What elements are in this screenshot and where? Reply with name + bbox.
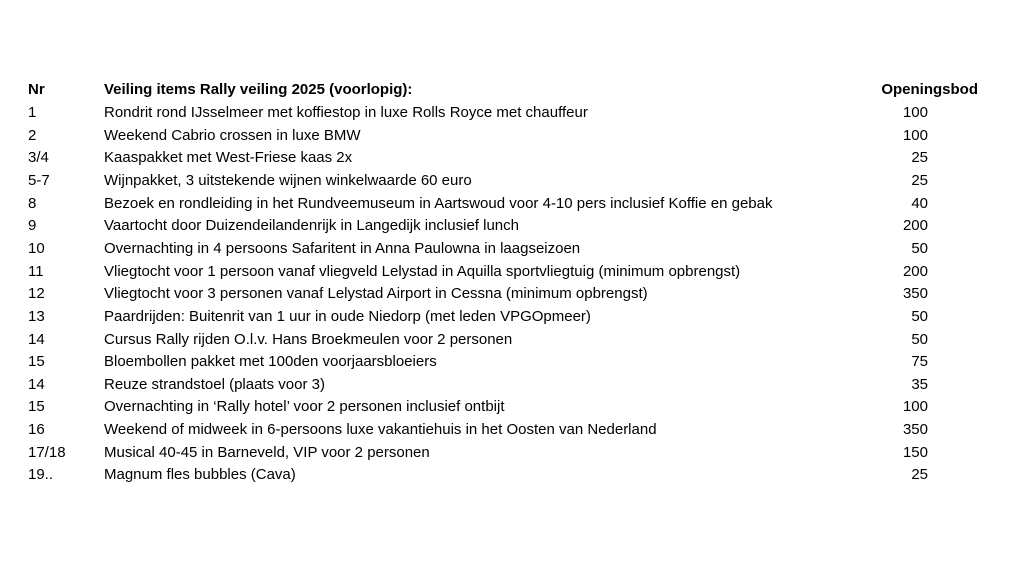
item-number: 1 xyxy=(28,104,37,121)
item-number: 9 xyxy=(28,217,37,235)
table-row xyxy=(0,374,1024,396)
table-row xyxy=(0,306,1024,328)
item-opening-bid: 350 xyxy=(902,421,928,439)
item-opening-bid: 50 xyxy=(911,330,928,348)
item-description: Overnachting in ‘Rally hotel’ voor 2 personen inclusief ontbijt xyxy=(104,398,505,416)
table-row xyxy=(0,464,1024,486)
item-number: 12 xyxy=(28,285,45,303)
table-row xyxy=(0,329,1024,351)
item-opening-bid: 100 xyxy=(902,104,928,121)
table-row xyxy=(0,147,1024,169)
table-row xyxy=(0,215,1024,237)
item-number: 10 xyxy=(28,239,45,257)
item-opening-bid: 200 xyxy=(902,262,928,280)
item-description: Magnum fles bubbles (Cava) xyxy=(104,466,296,484)
table-row xyxy=(0,102,1024,124)
item-opening-bid: 200 xyxy=(902,217,928,235)
table-row xyxy=(0,442,1024,464)
table-row xyxy=(0,419,1024,441)
table-row xyxy=(0,193,1024,215)
item-opening-bid: 50 xyxy=(911,239,928,257)
item-description: Musical 40-45 in Barneveld, VIP voor 2 personen xyxy=(104,443,430,461)
table-row xyxy=(0,125,1024,147)
table-row xyxy=(0,261,1024,283)
table-header xyxy=(0,79,1024,101)
table-row xyxy=(0,238,1024,260)
item-number: 14 xyxy=(28,375,45,393)
item-description: Vaartocht door Duizendeilandenrijk in Langedijk inclusief lunch xyxy=(104,217,519,235)
table-row xyxy=(0,283,1024,305)
item-number: 15 xyxy=(28,353,45,371)
item-description: Rondrit rond IJsselmeer met koffiestop in luxe Rolls Royce met chauffeur xyxy=(104,104,588,121)
item-description: Paardrijden: Buitenrit van 1 uur in oude Niedorp (met leden VPGOpmeer) xyxy=(104,307,591,325)
item-description: Kaaspakket met West-Friese kaas 2x xyxy=(104,149,353,167)
item-description: Weekend of midweek in 6-persoons luxe vakantiehuis in het Oosten van Nederland xyxy=(104,421,657,439)
item-number: 17/18 xyxy=(28,443,66,461)
item-description: Bezoek en rondleiding in het Rundveemuseum in Aartswoud voor 4-10 pers inclusief Koffie en gebak xyxy=(104,194,773,212)
header-nr: Nr xyxy=(28,81,45,98)
item-description: Overnachting in 4 persoons Safaritent in Anna Paulowna in laagseizoen xyxy=(104,239,581,257)
item-description: Weekend Cabrio crossen in luxe BMW xyxy=(104,126,361,144)
item-description: Bloembollen pakket met 100den voorjaarsbloeiers xyxy=(104,353,437,371)
item-description: Vliegtocht voor 1 persoon vanaf vliegveld Lelystad in Aquilla sportvliegtuig (minimum opbrengst) xyxy=(104,262,741,280)
table-row xyxy=(0,351,1024,373)
header-description: Veiling items Rally veiling 2025 (voorlopig): xyxy=(104,81,413,98)
item-opening-bid: 35 xyxy=(911,375,928,393)
item-opening-bid: 75 xyxy=(911,353,928,371)
item-number: 2 xyxy=(28,126,37,144)
item-number: 11 xyxy=(28,262,44,280)
item-opening-bid: 100 xyxy=(902,126,928,144)
item-opening-bid: 25 xyxy=(911,466,928,484)
item-number: 5-7 xyxy=(28,171,50,189)
item-number: 14 xyxy=(28,330,45,348)
table-row xyxy=(0,396,1024,418)
item-description: Cursus Rally rijden O.l.v. Hans Broekmeulen voor 2 personen xyxy=(104,330,513,348)
item-opening-bid: 40 xyxy=(911,194,928,212)
item-opening-bid: 350 xyxy=(902,285,928,303)
item-number: 15 xyxy=(28,398,45,416)
item-opening-bid: 25 xyxy=(911,149,928,167)
item-description: Wijnpakket, 3 uitstekende wijnen winkelwaarde 60 euro xyxy=(104,171,472,189)
item-description: Reuze strandstoel (plaats voor 3) xyxy=(104,375,325,393)
item-number: 16 xyxy=(28,421,45,439)
item-description: Vliegtocht voor 3 personen vanaf Lelystad Airport in Cessna (minimum opbrengst) xyxy=(104,285,648,303)
item-opening-bid: 25 xyxy=(911,171,928,189)
header-opening-bid: Openingsbod xyxy=(881,81,978,98)
item-number: 3/4 xyxy=(28,149,49,167)
item-opening-bid: 50 xyxy=(911,307,928,325)
table-row xyxy=(0,170,1024,192)
item-number: 13 xyxy=(28,307,45,325)
item-opening-bid: 100 xyxy=(902,398,928,416)
item-opening-bid: 150 xyxy=(902,443,928,461)
item-number: 8 xyxy=(28,194,37,212)
item-number: 19.. xyxy=(28,466,54,484)
